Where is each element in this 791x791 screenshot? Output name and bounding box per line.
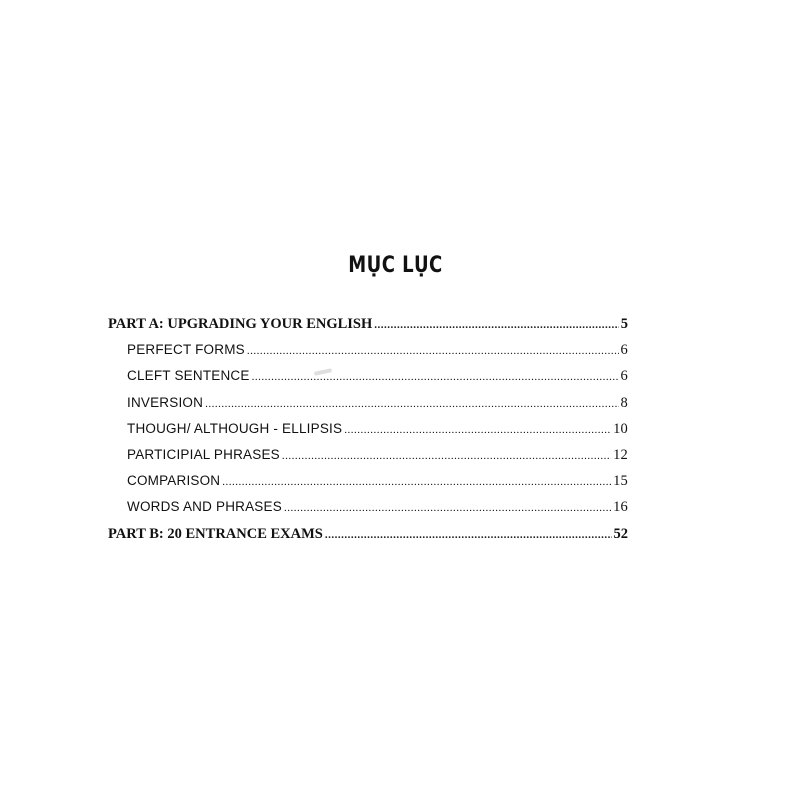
toc-entry-label: CLEFT SENTENCE: [127, 368, 250, 384]
dot-leader: [282, 446, 611, 466]
toc-item-though-although-ellipsis[interactable]: [108, 419, 628, 445]
toc-item-comparison[interactable]: [108, 471, 628, 497]
toc-entry-label: PART A: UPGRADING YOUR ENGLISH: [108, 316, 373, 332]
toc-page-number: 6: [620, 342, 628, 359]
toc-item-words-and-phrases[interactable]: [108, 497, 628, 523]
toc-page-number: 52: [613, 525, 628, 542]
dot-leader: [284, 498, 611, 518]
toc-entry-label: THOUGH/ ALTHOUGH - ELLIPSIS: [127, 420, 343, 436]
toc-item-cleft-sentence[interactable]: [108, 366, 628, 392]
toc-page-number: 8: [620, 394, 628, 411]
toc-entry-label: PERFECT FORMS: [127, 342, 245, 358]
dot-leader: [325, 525, 612, 545]
toc-part-a[interactable]: [108, 314, 628, 340]
dot-leader: [374, 315, 618, 335]
toc-part-b[interactable]: [108, 524, 628, 550]
toc-page-number: 10: [613, 420, 628, 437]
toc-title: MỤC LỤC: [348, 253, 443, 278]
dot-leader: [222, 472, 611, 492]
toc-item-participial-phrases[interactable]: [108, 445, 628, 471]
toc-entry-label: INVERSION: [127, 394, 204, 410]
toc-item-perfect-forms[interactable]: [108, 340, 628, 366]
toc-entry-label: WORDS AND PHRASES: [127, 499, 282, 515]
dot-leader: [247, 341, 619, 361]
toc-page-number: 16: [613, 499, 628, 516]
toc-page-number: 5: [620, 316, 628, 332]
toc-item-inversion[interactable]: [108, 393, 628, 419]
toc-page-number: 15: [613, 473, 628, 490]
toc-page-number: 6: [620, 368, 628, 385]
table-of-contents: [108, 314, 628, 550]
dot-leader: [205, 394, 618, 414]
toc-entry-label: PART B: 20 ENTRANCE EXAMS: [108, 525, 323, 542]
toc-page-number: 12: [613, 446, 628, 463]
toc-entry-label: COMPARISON: [127, 473, 221, 489]
dot-leader: [344, 420, 611, 440]
toc-entry-label: PARTICIPIAL PHRASES: [127, 446, 280, 462]
dot-leader: [252, 367, 619, 387]
